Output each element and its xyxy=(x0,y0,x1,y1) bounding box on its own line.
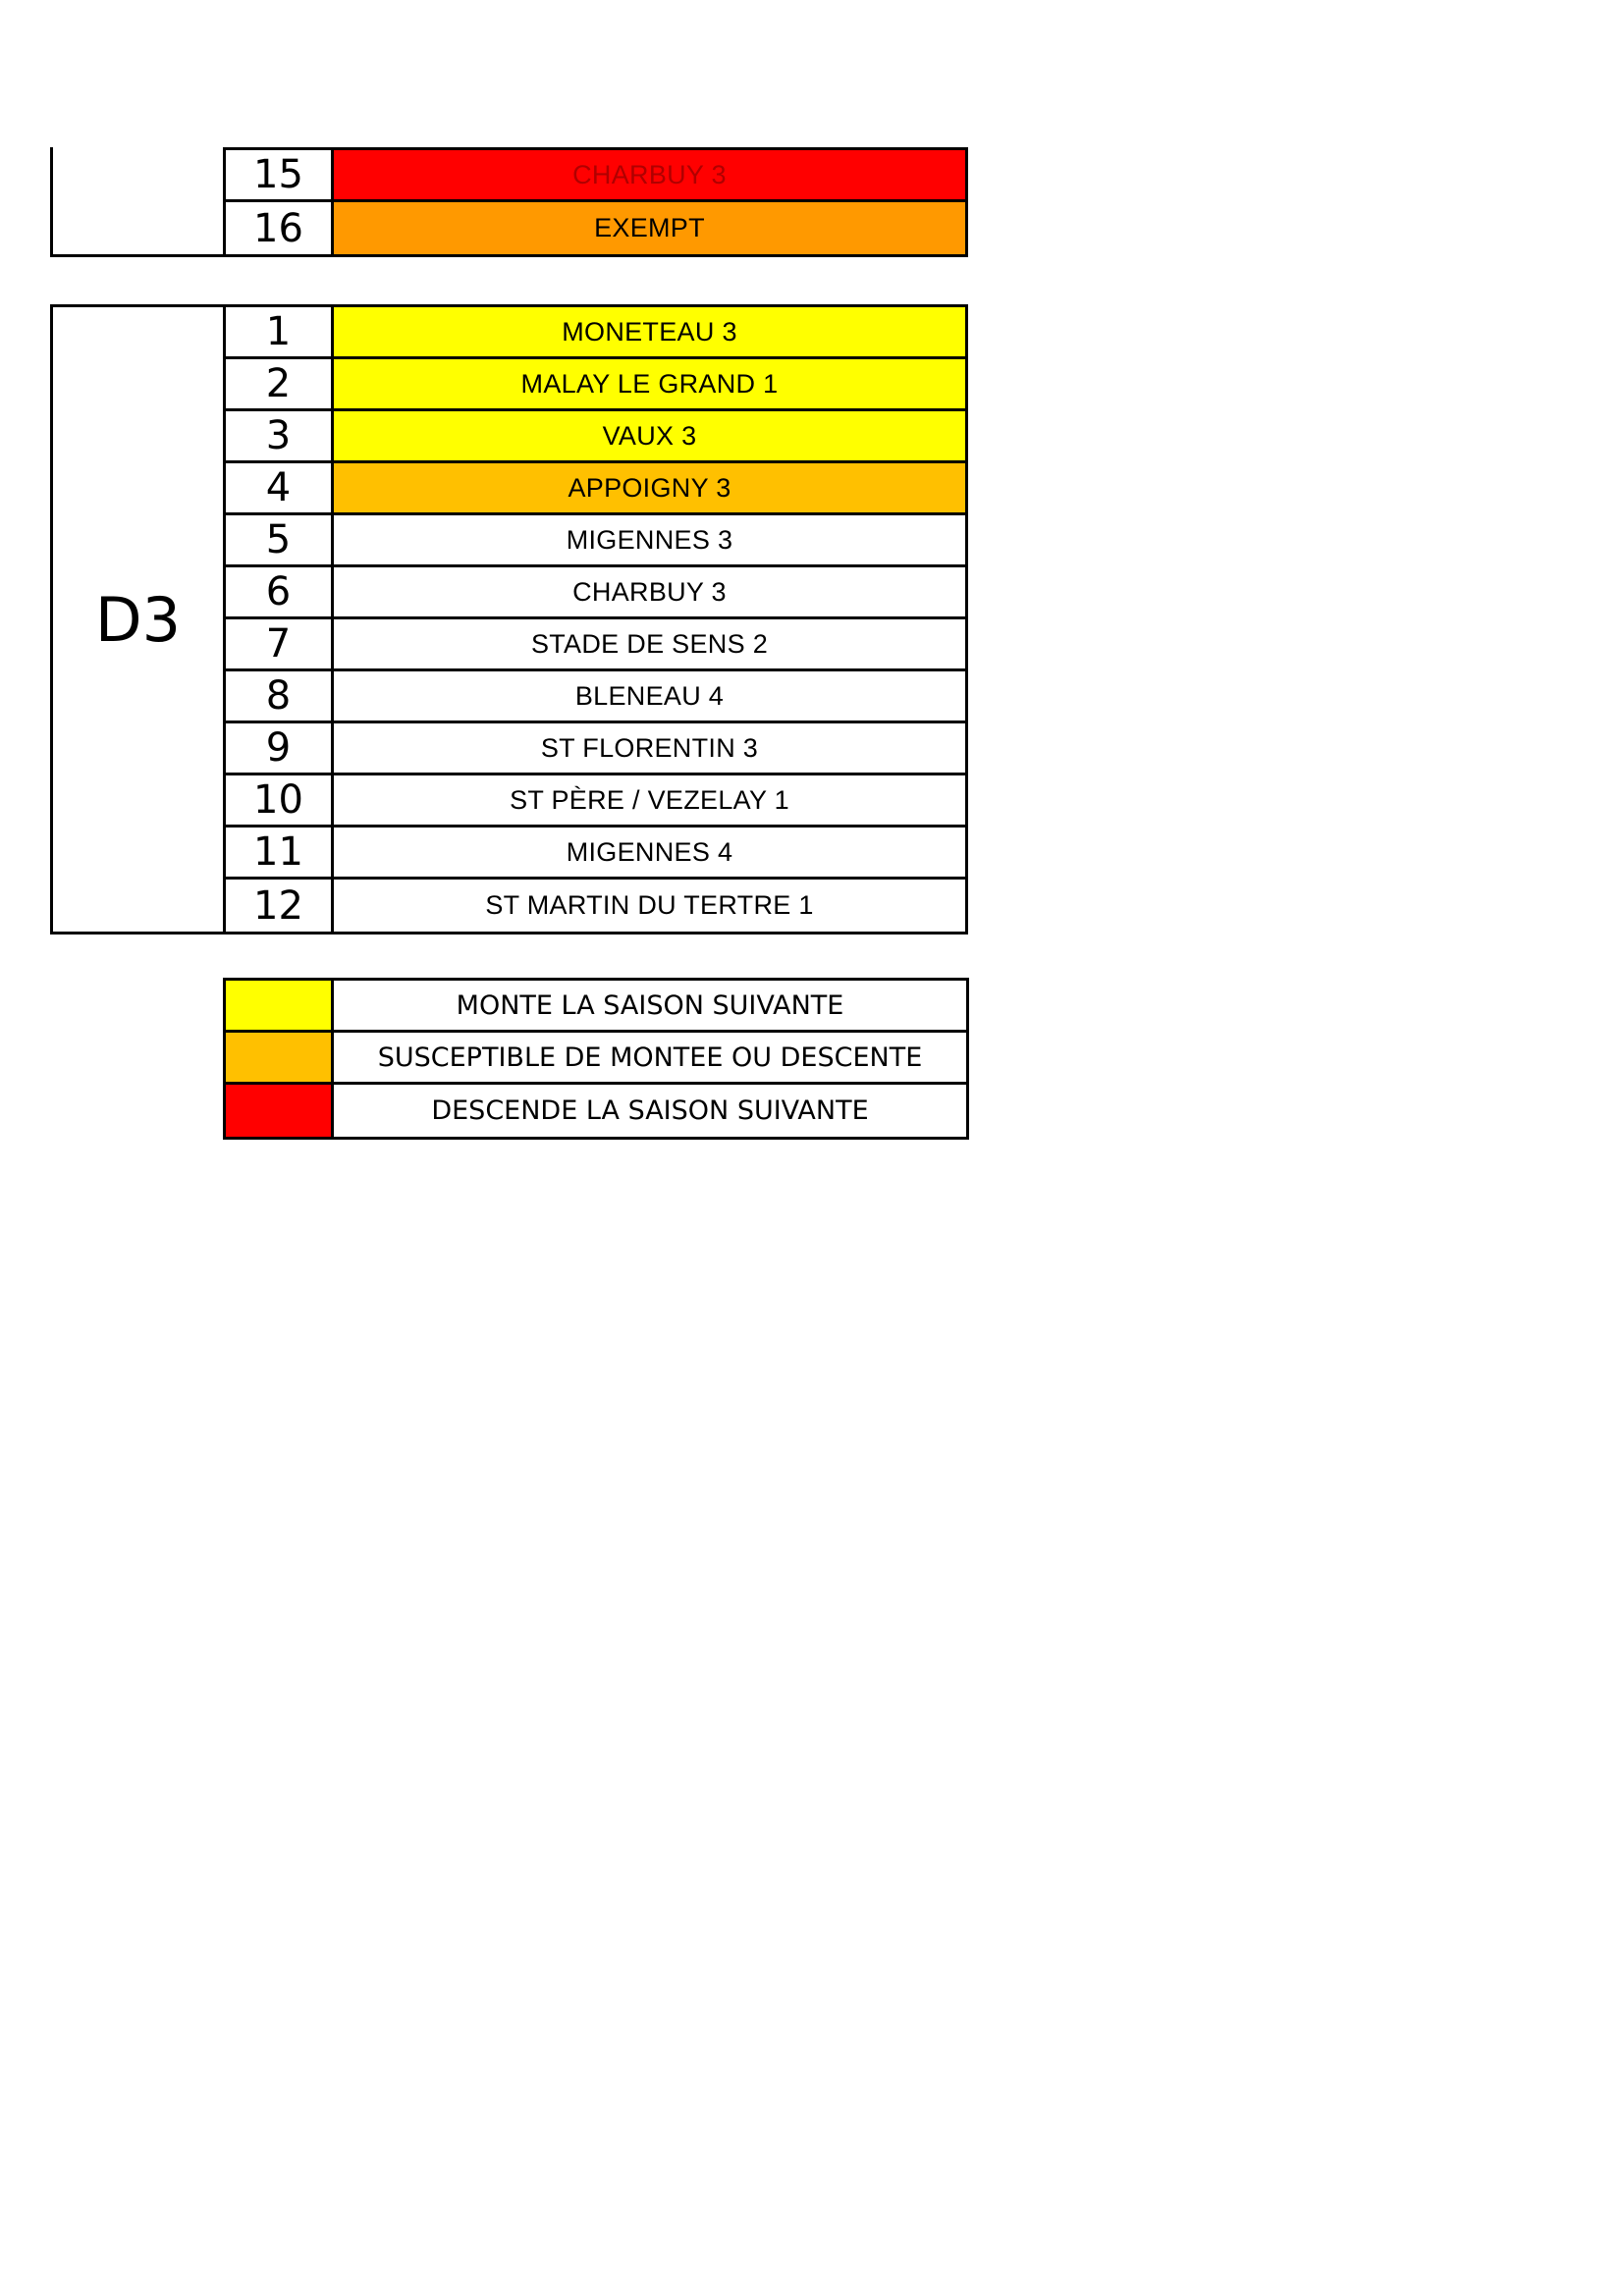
team-cell: STADE DE SENS 2 xyxy=(334,619,965,668)
table-row xyxy=(226,775,965,828)
rank-cell: 2 xyxy=(226,359,334,408)
table-row xyxy=(226,150,965,202)
table-row xyxy=(226,671,965,723)
rank-cell: 7 xyxy=(226,619,334,668)
legend-label: SUSCEPTIBLE DE MONTEE OU DESCENTE xyxy=(377,1041,923,1073)
team-cell: CHARBUY 3 xyxy=(334,150,965,199)
standings-rows xyxy=(223,147,968,257)
rank-cell: 15 xyxy=(226,150,334,199)
table-row xyxy=(226,619,965,671)
table-row xyxy=(226,880,965,932)
team-cell: APPOIGNY 3 xyxy=(334,463,965,512)
rank-cell: 4 xyxy=(226,463,334,512)
division-cell xyxy=(50,147,223,257)
rank-cell: 11 xyxy=(226,828,334,877)
legend-item xyxy=(226,1033,966,1085)
rank-cell: 16 xyxy=(226,202,334,254)
legend-swatch xyxy=(226,981,334,1030)
team-cell: CHARBUY 3 xyxy=(334,567,965,616)
table-row xyxy=(226,411,965,463)
legend-label: MONTE LA SAISON SUIVANTE xyxy=(456,989,844,1021)
legend-swatch xyxy=(226,1085,334,1137)
rank-cell: 1 xyxy=(226,307,334,356)
d3-standings-block xyxy=(50,304,968,934)
team-cell: VAUX 3 xyxy=(334,411,965,460)
team-cell: ST FLORENTIN 3 xyxy=(334,723,965,773)
standings-rows xyxy=(223,304,968,934)
rank-cell: 5 xyxy=(226,515,334,564)
table-row xyxy=(226,307,965,359)
team-cell: ST MARTIN DU TERTRE 1 xyxy=(334,880,965,932)
rank-cell: 6 xyxy=(226,567,334,616)
team-cell: MONETEAU 3 xyxy=(334,307,965,356)
legend-item xyxy=(226,1085,966,1137)
team-cell: MIGENNES 4 xyxy=(334,828,965,877)
team-cell: ST PÈRE / VEZELAY 1 xyxy=(334,775,965,825)
table-row xyxy=(226,515,965,567)
rank-cell: 9 xyxy=(226,723,334,773)
legend-item xyxy=(226,981,966,1033)
rank-cell: 3 xyxy=(226,411,334,460)
table-row xyxy=(226,723,965,775)
team-cell: BLENEAU 4 xyxy=(334,671,965,721)
division-cell: D3 xyxy=(50,304,223,934)
rank-cell: 10 xyxy=(226,775,334,825)
table-row xyxy=(226,567,965,619)
team-cell: MALAY LE GRAND 1 xyxy=(334,359,965,408)
color-legend xyxy=(223,978,969,1140)
team-cell: EXEMPT xyxy=(334,202,965,254)
table-row xyxy=(226,828,965,880)
table-row xyxy=(226,463,965,515)
table-row xyxy=(226,359,965,411)
top-standings-block xyxy=(50,147,968,257)
legend-rows xyxy=(223,978,969,1140)
table-row xyxy=(226,202,965,254)
legend-swatch xyxy=(226,1033,334,1082)
legend-label: DESCENDE LA SAISON SUIVANTE xyxy=(431,1095,869,1126)
rank-cell: 12 xyxy=(226,880,334,932)
rank-cell: 8 xyxy=(226,671,334,721)
team-cell: MIGENNES 3 xyxy=(334,515,965,564)
